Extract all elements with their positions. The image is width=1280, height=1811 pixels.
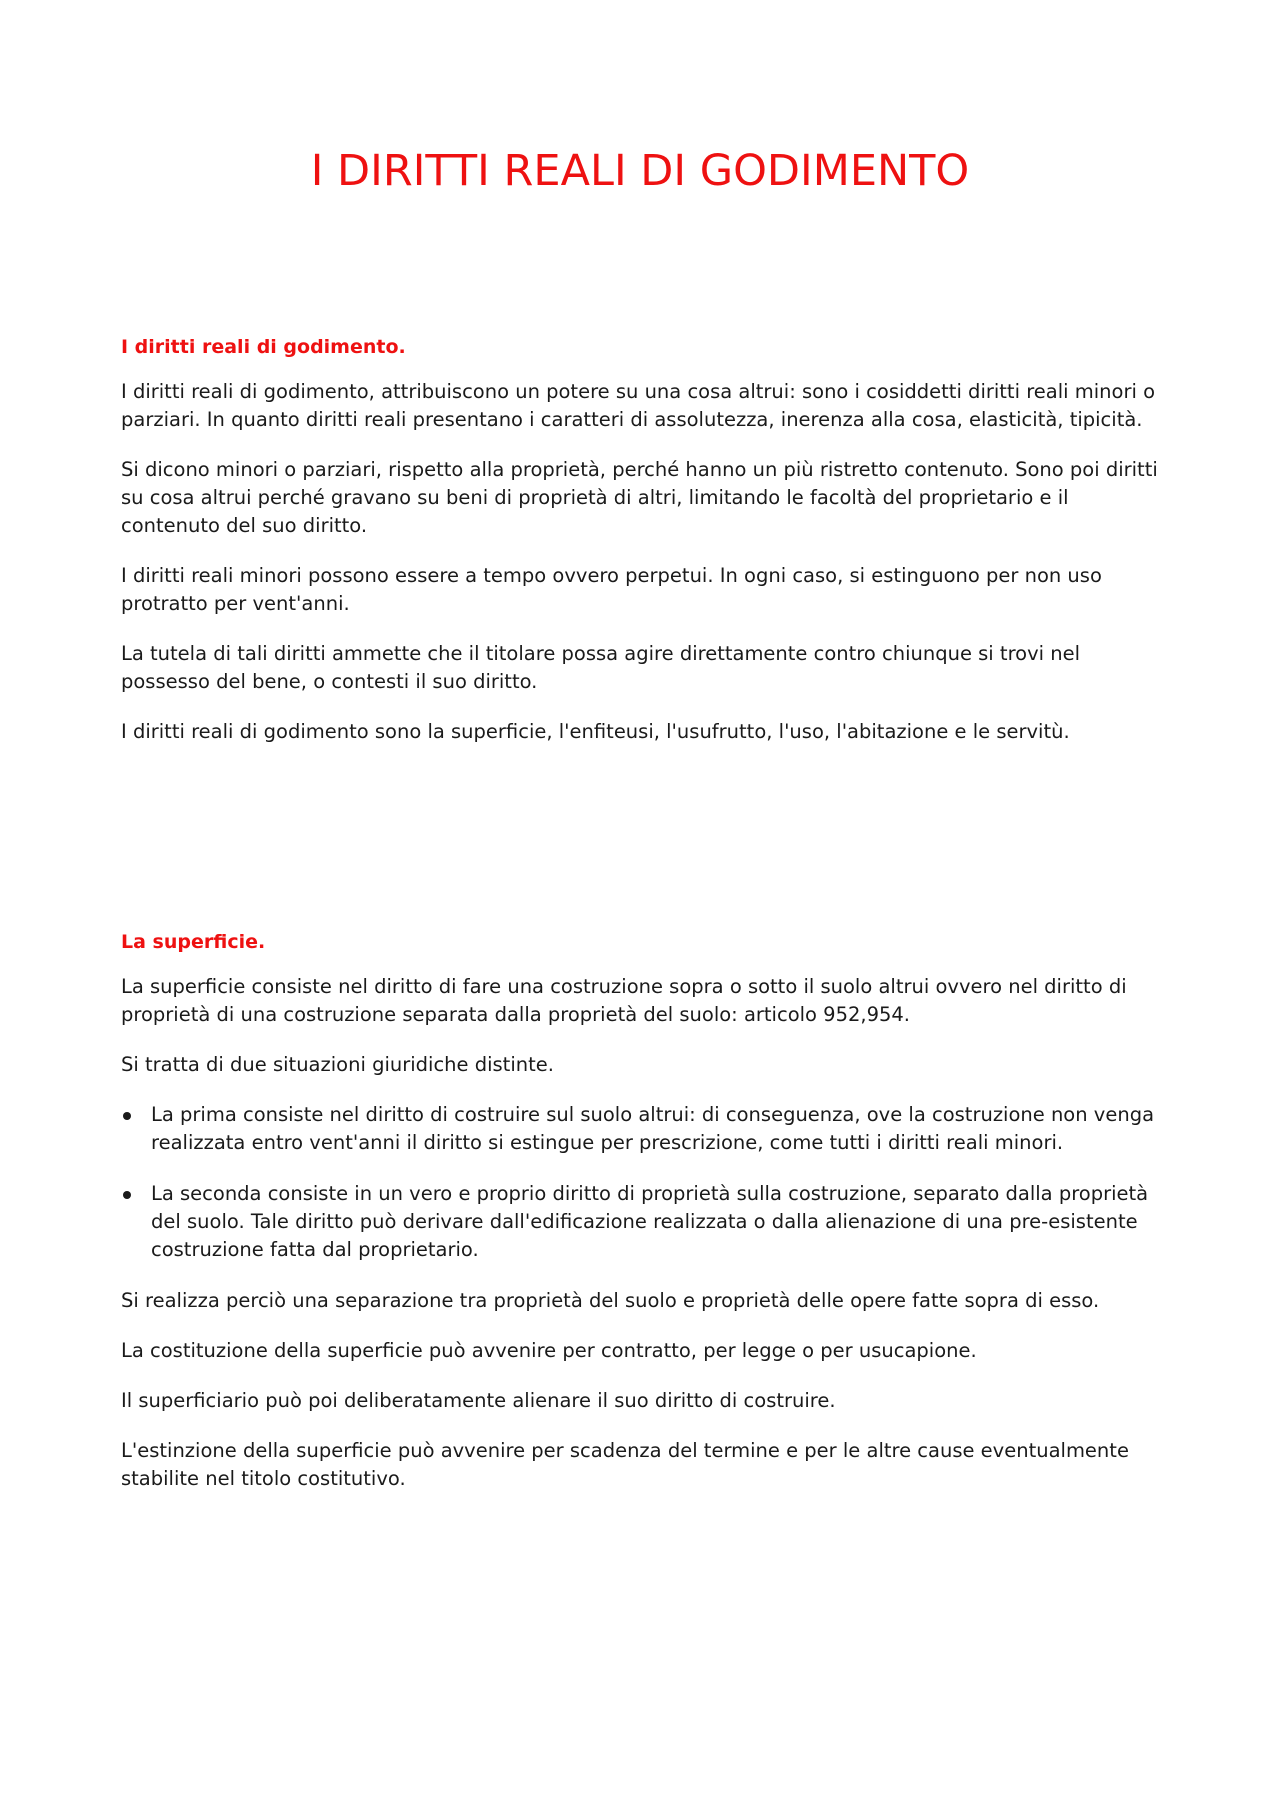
section-heading: La superficie. xyxy=(121,931,266,953)
bullet-icon xyxy=(123,1191,131,1199)
bullet-icon xyxy=(123,1112,131,1120)
document-title: I DIRITTI REALI DI GODIMENTO xyxy=(310,146,970,196)
bullet-list xyxy=(121,1101,1166,1264)
bullet-text: La prima consiste nel diritto di costruire sul suolo altrui: di conseguenza, ove la costruzione non venga realizzata entro vent'anni il diritto si estingue per prescrizione, come tutti i diritti reali minori. xyxy=(151,1103,1155,1154)
paragraph: Il superficiario può poi deliberatamente alienare il suo diritto di costruire. xyxy=(121,1389,836,1412)
bullet-item xyxy=(121,1101,1166,1157)
section-heading: I diritti reali di godimento. xyxy=(121,336,406,358)
paragraph: I diritti reali di godimento, attribuiscono un potere su una cosa altrui: sono i cosiddetti diritti reali minori o parziari. In quanto diritti reali presentano i caratteri di assolutezza, inerenza alla cosa, elasticità, tipicità. xyxy=(121,380,1156,431)
bullet-item xyxy=(121,1180,1166,1264)
section-diritti-reali xyxy=(121,333,1166,768)
paragraph: Si tratta di due situazioni giuridiche distinte. xyxy=(121,1053,554,1076)
paragraph: Si realizza perciò una separazione tra proprietà del suolo e proprietà delle opere fatte sopra di esso. xyxy=(121,1289,1100,1312)
paragraph: L'estinzione della superficie può avvenire per scadenza del termine e per le altre cause eventualmente stabilite nel titolo costitutivo. xyxy=(121,1439,1129,1490)
section-superficie xyxy=(121,928,1166,1515)
bullet-text: La seconda consiste in un vero e proprio diritto di proprietà sulla costruzione, separato dalla proprietà del suolo. Tale diritto può derivare dall'edificazione realizzata o dalla alienazione di una pre-esistente costruzione fatta dal proprietario. xyxy=(151,1182,1149,1261)
paragraph: I diritti reali di godimento sono la superficie, l'enfiteusi, l'usufrutto, l'uso, l'abitazione e le servitù. xyxy=(121,720,1070,743)
paragraph: La superficie consiste nel diritto di fare una costruzione sopra o sotto il suolo altrui ovvero nel diritto di proprietà di una costruzione separata dalla proprietà del suolo: articolo 952,954. xyxy=(121,975,1127,1026)
paragraph: I diritti reali minori possono essere a tempo ovvero perpetui. In ogni caso, si estinguono per non uso protratto per vent'anni. xyxy=(121,564,1102,615)
paragraph: Si dicono minori o parziari, rispetto alla proprietà, perché hanno un più ristretto contenuto. Sono poi diritti su cosa altrui perché gravano su beni di proprietà di altri, limitando le facoltà del proprietario e il contenuto del suo diritto. xyxy=(121,458,1158,537)
paragraph: La costituzione della superficie può avvenire per contratto, per legge o per usucapione. xyxy=(121,1339,977,1362)
paragraph: La tutela di tali diritti ammette che il titolare possa agire direttamente contro chiunque si trovi nel possesso del bene, o contesti il suo diritto. xyxy=(121,642,1081,693)
